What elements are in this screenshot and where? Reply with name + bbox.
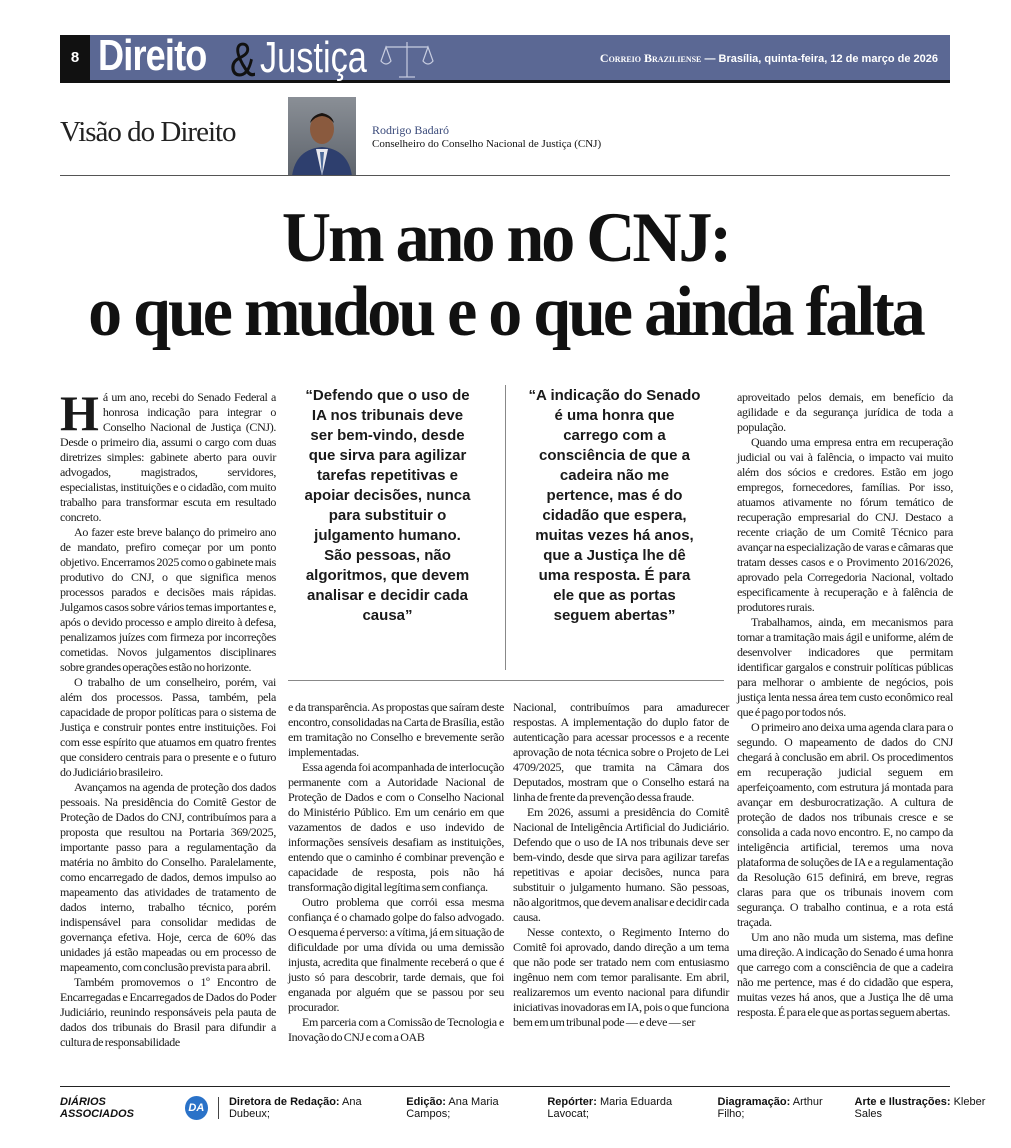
masthead-dateline	[600, 49, 938, 67]
paragraph: Nesse contexto, o Regimento Interno do Comitê foi aprovado, dando direção a um tema que não pode ser tratado nem com entusiasmo ingênuo nem com temor paralisante. Em abril, realizaremos um evento nacional para difundir iniciativas inovadoras em IA, pois o que funciona bem em um tribunal pode — e deve — ser	[513, 925, 729, 1029]
credit-item: Diretora de Redação: Ana Dubeux;	[228, 1096, 362, 1120]
body-column-1	[60, 385, 276, 1050]
paragraph: O trabalho de um conselheiro, porém, vai além dos processos. Passa, também, pela capacidade de propor políticas para o sistema de Justiça e construir pontes entre instituições. Foi com esse espírito que atuamos em quatro frentes que considero centrais para o presente e o futuro do Judiciário brasileiro.	[60, 675, 276, 779]
section-header-bar	[60, 31, 950, 87]
author-photo	[288, 97, 356, 176]
paragraph: Ao fazer este breve balanço do primeiro ano de mandato, prefiro começar por um ponto objetivo. Encerramos 2025 como o gabinete mais produtivo do CNJ, o que significa menos processos parados e decisões mais rápidas. Julgamos casos sobre vários temas importantes e, após o devido processo e amplo direito à defesa, penalizamos juízes com firmeza por incorreções cometidas. Novos julgamentos disciplinares sobre grandes operações estão no horizonte.	[60, 525, 276, 674]
credit-item: Arte e Ilustrações: Kleber Sales	[854, 1096, 986, 1120]
headline-line2: o que mudou e o que ainda falta	[88, 271, 923, 351]
credit-item: Diagramação: Arthur Filho;	[717, 1096, 823, 1120]
headline-line1: Um ano no CNJ:	[281, 197, 730, 277]
paragraph: Em 2026, assumi a presidência do Comitê Nacional de Inteligência Artificial do Judiciário. Defendo que o uso de IA nos tribunais deve ser bem-vindo, desde que sirva para agilizar tarefas repetitivas e apoiar decisões, nunca para substituir o julgamento humano. São pessoas, não algoritmos, que devem analisar e decidir cada causa.	[513, 805, 729, 924]
pull-quote-2: “A indicação do Senado é uma honra que carrego com a consciência de que a cadeira não me pertence, mas é do cidadão que espera, muitas vezes há anos, que a Justiça lhe dê uma resposta. É para ele que as portas seguem abertas”	[528, 387, 701, 624]
publisher-brand: DIÁRIOS ASSOCIADOS	[60, 1096, 134, 1120]
paragraph: Avançamos na agenda de proteção dos dados pessoais. Na presidência do Comitê Gestor de Proteção de Dados do CNJ, contribuímos para a proposta que resultou na Portaria 369/2025, importante passo para a regulamentação da matéria no âmbito do Conselho. Paralelamente, como encarregado de dados, demos impulso ao mapeamento das atividades de tratamento de dados interno, trabalho técnico, porém indispensável para consolidar medidas de governança efetiva. Hoje, cerca de 60% das unidades já estão mapeadas ou em processo de mapeamento, com conclusão prevista para abril.	[60, 780, 276, 974]
divider	[505, 385, 506, 670]
paragraph: Um ano não muda um sistema, mas define uma direção. A indicação do Senado é uma honra que carrego com a consciência de que a cadeira não me pertence, mas é do cidadão que espera, muitas vezes há anos, que a Justiça lhe dê uma resposta. É para ele que as portas seguem abertas.	[737, 930, 953, 1019]
credit-item: Repórter: Maria Eduarda Lavocat;	[547, 1096, 673, 1120]
paragraph: Há um ano, recebi do Senado Federal a honrosa indicação para integrar o Conselho Nacional de Justiça (CNJ). Desde o primeiro dia, assumi o cargo com duas diretrizes simples: gabinete aberto para ouvir advogados, magistrados, servidores, especialistas, instituições e o cidadão, com muito trabalho para transformar escuta em resultado concreto.	[60, 385, 276, 524]
scales-of-justice-icon	[380, 39, 434, 79]
paragraph: aproveitado pelos demais, em benefício da agilidade e da segurança jurídica de toda a população.	[737, 390, 953, 434]
author-portrait-icon	[288, 97, 356, 176]
newspaper-name: Correio Braziliense	[599, 51, 702, 65]
section-title-part1: Direito	[98, 31, 207, 80]
body-column-3	[513, 700, 729, 1030]
column-name: Visão do Direito	[60, 116, 236, 148]
author-role: Conselheiro do Conselho Nacional de Justiça (CNJ)	[372, 138, 602, 150]
paragraph: Quando uma empresa entra em recuperação judicial ou vai à falência, o impacto vai muito além dos sócios e credores. Estão em jogo empregos, fornecedores, famílias. Por isso, atuamos ativamente no fórum temático de recuperação empresarial do CNJ. Destaco a recente criação de um Comitê Técnico para avançar na especialização de varas e câmaras que tratam desses casos e o Provimento 2016/2026, aprovado pela Corregedoria Nacional, voltado especificamente à recuperação e à falência de produtores rurais.	[737, 435, 953, 614]
publisher-logo-icon: DA	[185, 1096, 208, 1120]
paragraph: O primeiro ano deixa uma agenda clara para o segundo. O mapeamento de dados do CNJ chegará à conclusão em abril. Os procedimentos em recuperação judicial seguem em aperfeiçoamento, com estrutura já montada para avançar em desburocratização. A cultura de proteção de dados nos tribunais cresce e se consolida a cada novo encontro. E, no campo da inteligência artificial, teremos uma nova plataforma de soluções de IA e a regulamentação da Resolução 615 definirá, em breve, regras claras para que os tribunais inovem com segurança. O trabalho continua, e a rota está traçada.	[737, 720, 953, 929]
page-number: 8	[60, 35, 90, 80]
section-title-part2: Justiça	[260, 33, 367, 82]
divider	[60, 1086, 950, 1087]
divider	[60, 175, 950, 176]
paragraph: Trabalhamos, ainda, em mecanismos para tornar a tramitação mais ágil e uniforme, além de desenvolver indicadores que permitam identificar gargalos e construir políticas públicas para melhorar o ambiente de negócios, pois justiça lenta nessa área tem custo econômico real que é pago por todos nós.	[737, 615, 953, 719]
footer-credits	[60, 1096, 1011, 1120]
section-title-ampersand: &	[230, 34, 256, 87]
credit-item: Edição: Ana Maria Campos;	[406, 1096, 499, 1120]
paragraph: Outro problema que corrói essa mesma confiança é o chamado golpe do falso advogado. O esquema é perverso: a vítima, já em situação de dificuldade por uma dívida ou uma demissão injusta, acredita que finalmente receberá o que é justo só para descobrir, tarde demais, que foi enganada por alguém que se passou por seu procurador.	[288, 895, 504, 1014]
paragraph: Em parceria com a Comissão de Tecnologia e Inovação do CNJ e com a OAB	[288, 1015, 504, 1044]
divider	[288, 680, 724, 681]
paragraph: e da transparência. As propostas que saíram deste encontro, consolidadas na Carta de Brasília, estão em tramitação no Conselho e brevemente serão implementadas.	[288, 700, 504, 759]
date-line: — Brasília, quinta-feira, 12 de março de 2026	[701, 53, 938, 65]
paragraph: Nacional, contribuímos para amadurecer respostas. A implementação do duplo fator de autenticação para acessar processos e a recente aprovação de nota técnica sobre o Projeto de Lei 4709/2025, que tramita na Câmara dos Deputados, mostram que o Conselho estará na linha de frente da prevenção dessa fraude.	[513, 700, 729, 804]
paragraph: Também promovemos o 1º Encontro de Encarregadas e Encarregados de Dados do Poder Judiciário, reunindo responsáveis pela pauta de dados dos tribunais do Brasil para difundir a cultura de responsabilidade	[60, 975, 276, 1049]
body-column-4	[737, 390, 953, 1020]
divider	[218, 1097, 219, 1119]
paragraph: Essa agenda foi acompanhada de interlocução permanente com a Autoridade Nacional de Proteção de Dados e com o Conselho Nacional do Ministério Público. Em um cenário em que vazamentos de dados e uso indevido de informações sensíveis desafiam as instituições, entendo que o caminho é combinar prevenção e capacidade de resposta, pois não há transformação digital legítima sem confiança.	[288, 760, 504, 894]
drop-cap: H	[60, 385, 99, 441]
author-name: Rodrigo Badaró	[372, 123, 449, 137]
pull-quote-1: “Defendo que o uso de IA nos tribunais deve ser bem-vindo, desde que sirva para agilizar tarefas repetitivas e apoiar decisões, nunca para substituir o julgamento humano. São pessoas, não algoritmos, que devem analisar e decidir cada causa”	[304, 387, 471, 624]
body-column-2	[288, 700, 504, 1045]
